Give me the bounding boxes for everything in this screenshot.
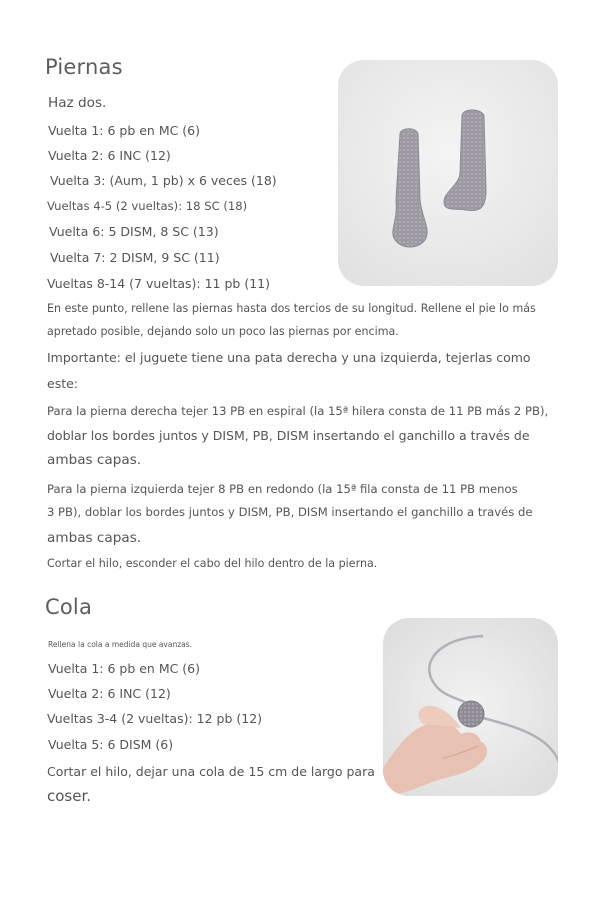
stuffing-note: En este punto, rellene las piernas hasta dos tercios de su longitud. Rellene el pie lo más	[47, 302, 536, 315]
stuffing-note: apretado posible, dejando solo un poco las piernas por encima.	[47, 325, 399, 338]
left-leg-instructions: ambas capas.	[47, 530, 142, 546]
important-note: Importante: el juguete tiene una pata derecha y una izquierda, tejerlas como	[47, 350, 531, 365]
tail-photo	[383, 618, 558, 796]
cola-row: Vuelta 1: 6 pb en MC (6)	[48, 661, 201, 676]
crocheted-legs-image	[338, 60, 558, 286]
piernas-row: Vueltas 4-5 (2 vueltas): 18 SC (18)	[47, 199, 248, 213]
cola-row: Vueltas 3-4 (2 vueltas): 12 pb (12)	[47, 711, 263, 726]
cola-row: Vuelta 5: 6 DISM (6)	[48, 737, 174, 752]
left-leg-instructions: Para la pierna izquierda tejer 8 PB en redondo (la 15ª fila consta de 11 PB menos	[47, 482, 518, 496]
cola-row: Vuelta 2: 6 INC (12)	[48, 686, 171, 701]
piernas-row: Vuelta 2: 6 INC (12)	[48, 148, 171, 163]
right-leg-instructions: ambas capas.	[47, 452, 142, 468]
legs-photo	[338, 60, 558, 286]
cola-finish: Cortar el hilo, dejar una cola de 15 cm de largo para	[47, 764, 375, 779]
piernas-subtitle: Haz dos.	[48, 95, 107, 111]
piernas-row: Vuelta 1: 6 pb en MC (6)	[48, 123, 201, 138]
left-leg-instructions: 3 PB), doblar los bordes juntos y DISM, PB, DISM insertando el ganchillo a través de	[47, 505, 533, 519]
important-note: este:	[47, 376, 79, 391]
right-leg-instructions: doblar los bordes juntos y DISM, PB, DISM insertando el ganchillo a través de	[47, 428, 530, 443]
piernas-row: Vuelta 6: 5 DISM, 8 SC (13)	[49, 224, 219, 239]
piernas-finish: Cortar el hilo, esconder el cabo del hilo dentro de la pierna.	[47, 557, 378, 570]
piernas-row: Vuelta 7: 2 DISM, 9 SC (11)	[50, 250, 220, 265]
piernas-row: Vueltas 8-14 (7 vueltas): 11 pb (11)	[47, 276, 270, 291]
piernas-row: Vuelta 3: (Aum, 1 pb) x 6 veces (18)	[50, 173, 277, 188]
section-title-cola: Cola	[45, 595, 93, 619]
section-title-piernas: Piernas	[45, 55, 123, 79]
crocheted-tail-image	[383, 618, 558, 796]
cola-note: Rellena la cola a medida que avanzas.	[48, 640, 193, 649]
cola-finish: coser.	[47, 787, 92, 805]
right-leg-instructions: Para la pierna derecha tejer 13 PB en espiral (la 15ª hilera consta de 11 PB más 2 PB),	[47, 404, 549, 418]
